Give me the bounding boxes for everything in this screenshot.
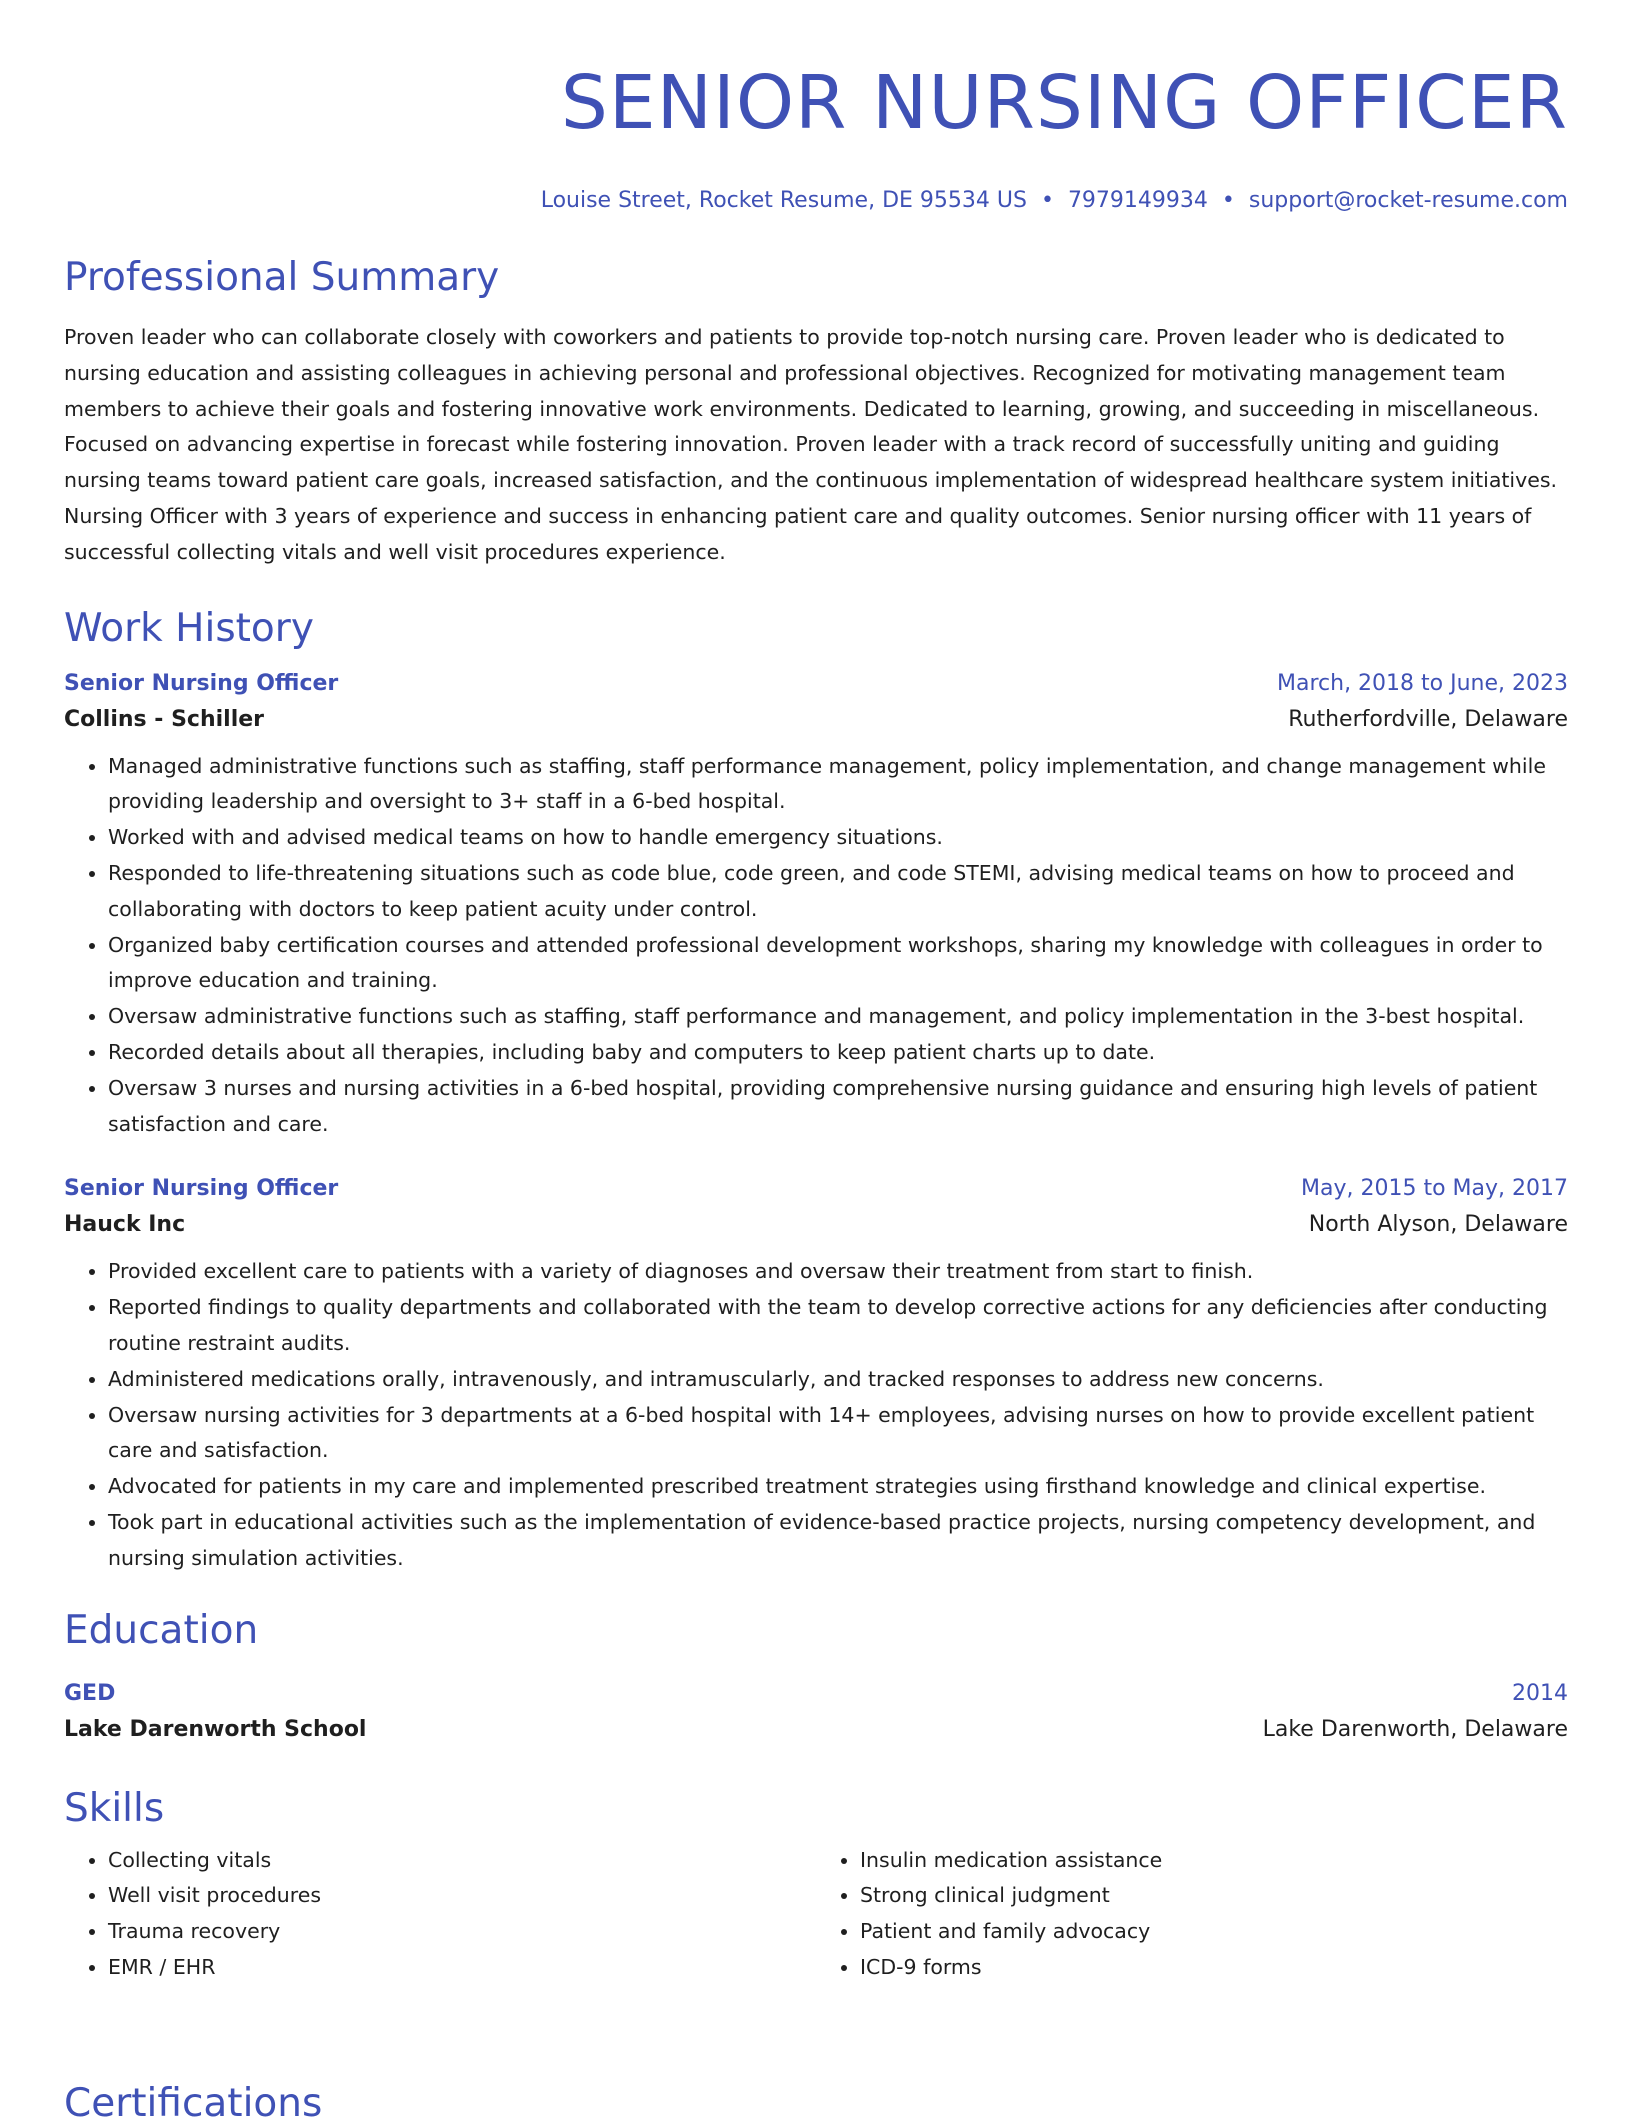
job-title-row <box>64 667 1568 701</box>
skills-columns <box>64 1843 1568 1986</box>
school-row <box>64 1711 1568 1749</box>
job-bullets <box>64 1254 1568 1576</box>
skills-right-column <box>816 1843 1568 1986</box>
skills-left-column <box>64 1843 816 1986</box>
job-title: Senior Nursing Officer <box>64 1176 339 1202</box>
job-bullet: • Oversaw nursing activities for 3 departments at a 6-bed hospital with 14+ employees, advising nurses on how to provide excellent patient care and satisfaction. <box>108 1398 1568 1470</box>
company-row <box>64 1206 1568 1244</box>
skill-item: • EMR / EHR <box>108 1950 816 1986</box>
degree: GED <box>64 1680 116 1706</box>
skill-item: • Well visit procedures <box>108 1878 816 1914</box>
school-location: Lake Darenworth, Delaware <box>1262 1716 1568 1742</box>
job-bullet: • Managed administrative functions such as staffing, staff performance management, policy implementation, and change management while providing leadership and oversight to 3+ staff in a 6-bed hospital. <box>108 749 1568 821</box>
skill-item: • Patient and family advocacy <box>860 1914 1568 1950</box>
contact-separator: • <box>1221 188 1235 213</box>
skill-item: • Strong clinical judgment <box>860 1878 1568 1914</box>
job-bullets <box>64 749 1568 1143</box>
degree-row <box>64 1677 1568 1711</box>
job-dates: May, 2015 to May, 2017 <box>1301 1176 1568 1202</box>
job-location: North Alyson, Delaware <box>1308 1212 1568 1238</box>
school-name: Lake Darenworth School <box>64 1716 367 1742</box>
skills-heading: Skills <box>64 1785 165 1831</box>
job-bullet: • Advocated for patients in my care and implemented prescribed treatment strategies using firsthand knowledge and clinical expertise. <box>108 1469 1568 1505</box>
company-name: Hauck Inc <box>64 1212 186 1238</box>
education-entry <box>64 1677 1568 1749</box>
work-history-heading: Work History <box>64 605 314 651</box>
graduation-year: 2014 <box>1512 1680 1568 1706</box>
skill-item: • Insulin medication assistance <box>860 1843 1568 1879</box>
job-bullet: • Took part in educational activities such as the implementation of evidence-based practice projects, nursing competency development, and nursing simulation activities. <box>108 1505 1568 1577</box>
job-bullet: • Administered medications orally, intravenously, and intramuscularly, and tracked responses to address new concerns. <box>108 1362 1568 1398</box>
company-name: Collins - Schiller <box>64 706 265 732</box>
skill-item: • Collecting vitals <box>108 1843 816 1879</box>
job-bullet: • Oversaw administrative functions such as staffing, staff performance and management, and policy implementation in the 3-best hospital. <box>108 999 1568 1035</box>
contact-line <box>64 186 1568 216</box>
contact-address: Louise Street, Rocket Resume, DE 95534 US <box>540 188 1027 213</box>
job-title: Senior Nursing Officer <box>64 670 339 696</box>
job-title-row <box>64 1172 1568 1206</box>
resume-name: SENIOR NURSING OFFICER <box>560 60 1568 146</box>
job-dates: March, 2018 to June, 2023 <box>1277 670 1568 696</box>
contact-phone: 7979149934 <box>1067 188 1208 213</box>
company-row <box>64 701 1568 739</box>
job-bullet: • Recorded details about all therapies, including baby and computers to keep patient charts up to date. <box>108 1035 1568 1071</box>
job-bullet: • Oversaw 3 nurses and nursing activities in a 6-bed hospital, providing comprehensive nursing guidance and ensuring high levels of patient satisfaction and care. <box>108 1071 1568 1143</box>
skill-item: • ICD-9 forms <box>860 1950 1568 1986</box>
job-entry <box>64 667 1568 1143</box>
job-location: Rutherfordville, Delaware <box>1288 706 1568 732</box>
summary-text: Proven leader who can collaborate closely with coworkers and patients to provide top-notch nursing care. Proven leader who is dedicated to nursing education and assisting colleagues in achieving personal and professional objectives. Recognized for motivating management team members to achieve their goals and fostering innovative work environments. Dedicated to learning, growing, and succeeding in miscellaneous. Focused on advancing expertise in forecast while fostering innovation. Proven leader with a track record of successfully uniting and guiding nursing teams toward patient care goals, increased satisfaction, and the continuous implementation of widespread healthcare system initiatives. Nursing Officer with 3 years of experience and success in enhancing patient care and quality outcomes. Senior nursing officer with 11 years of successful collecting vitals and well visit procedures experience. <box>64 325 1558 564</box>
job-bullet: • Worked with and advised medical teams on how to handle emergency situations. <box>108 820 1568 856</box>
education-heading: Education <box>64 1607 259 1653</box>
skill-item: • Trauma recovery <box>108 1914 816 1950</box>
job-bullet: • Provided excellent care to patients with a variety of diagnoses and oversaw their treatment from start to finish. <box>108 1254 1568 1290</box>
contact-email: support@rocket-resume.com <box>1248 188 1568 213</box>
job-bullet: • Responded to life-threatening situations such as code blue, code green, and code STEMI, advising medical teams on how to proceed and collaborating with doctors to keep patient acuity under control. <box>108 856 1568 928</box>
contact-separator: • <box>1040 188 1054 213</box>
job-bullet: • Organized baby certification courses and attended professional development workshops, sharing my knowledge with colleagues in order to improve education and training. <box>108 928 1568 1000</box>
certifications-heading: Certifications <box>64 2081 323 2126</box>
summary-heading: Professional Summary <box>64 255 500 300</box>
job-entry <box>64 1172 1568 1576</box>
job-bullet: • Reported findings to quality departments and collaborated with the team to develop corrective actions for any deficiencies after conducting routine restraint audits. <box>108 1290 1568 1362</box>
